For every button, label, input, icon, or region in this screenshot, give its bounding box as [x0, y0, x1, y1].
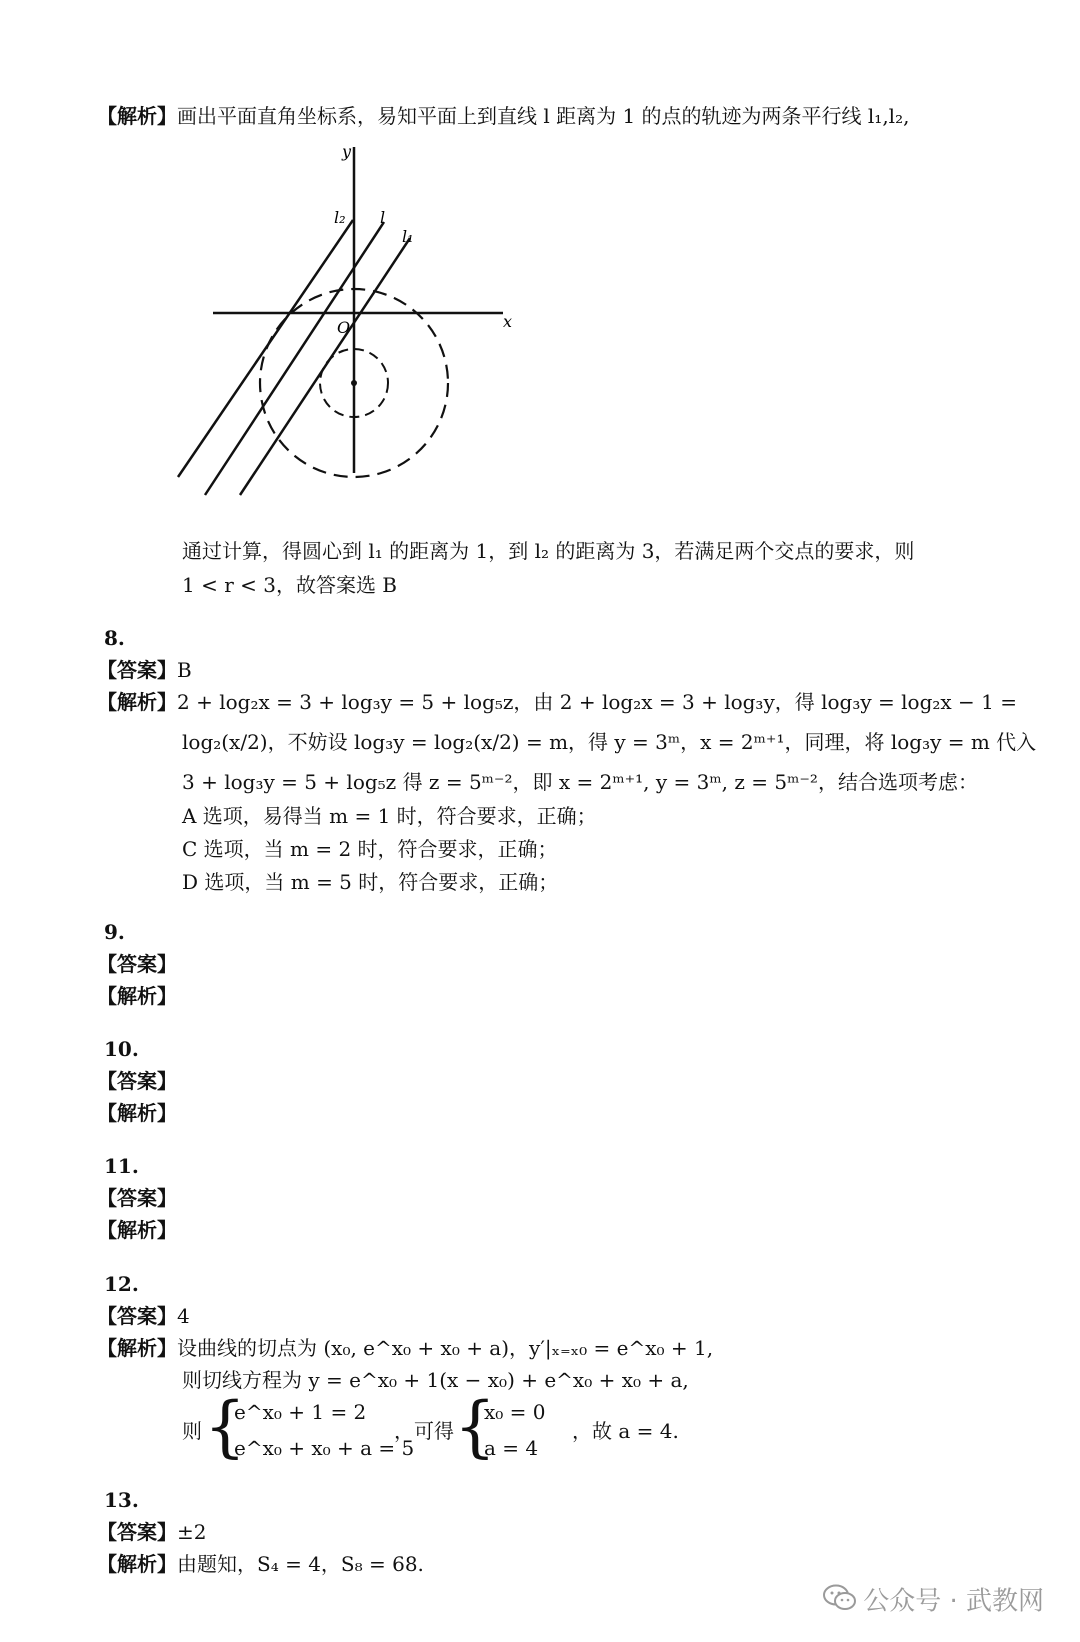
- left-brace: {: [204, 1388, 246, 1465]
- analysis-label: 【解析】: [97, 690, 177, 714]
- q12-sys2-eq2: a = 4: [484, 1436, 539, 1460]
- q8-option-d: D 选项，当 m = 5 时，符合要求，正确；: [182, 870, 559, 894]
- answer-label: 【答案】: [97, 1520, 177, 1544]
- q10-number: 10.: [104, 1037, 139, 1061]
- intro-text: 画出平面直角坐标系，易知平面上到直线 l 距离为 1 的点的轨迹为两条平行线 l₁,l₂,: [177, 104, 910, 128]
- x-axis-label: x: [503, 312, 513, 331]
- q8-analysis-line2: log₂(x/2)，不妨设 log₃y = log₂(x/2) = m，得 y = 3ᵐ，x = 2ᵐ⁺¹，同理，将 log₃y = m 代入: [182, 730, 1037, 754]
- q12-sys1-eq2: e^x₀ + x₀ + a = 5: [234, 1436, 415, 1460]
- coordinate-figure: [170, 145, 550, 505]
- l-label: l: [380, 208, 386, 227]
- q7-conclusion-line2: 1 < r < 3，故答案选 B: [182, 573, 398, 597]
- q13-answer: ±2: [177, 1520, 207, 1544]
- analysis-label: 【解析】: [97, 104, 177, 128]
- watermark-text: 公众号 · 武教网: [863, 1586, 1044, 1617]
- q9-analysis-label: 【解析】: [97, 984, 177, 1008]
- q8-option-c: C 选项，当 m = 2 时，符合要求，正确；: [182, 837, 558, 861]
- l2-label: l₂: [334, 208, 346, 227]
- q11-analysis-label: 【解析】: [97, 1218, 177, 1242]
- analysis-label: 【解析】: [97, 1336, 177, 1360]
- y-axis-label: y: [342, 145, 352, 161]
- q12-analysis-line2: 则切线方程为 y = e^x₀ + 1(x − x₀) + e^x₀ + x₀ + a,: [182, 1368, 689, 1392]
- q10-answer-label: 【答案】: [97, 1069, 177, 1093]
- q8-answer-line: [97, 654, 192, 686]
- q8-answer: B: [177, 658, 192, 682]
- q11-answer-label: 【答案】: [97, 1186, 177, 1210]
- q13-answer-line: [97, 1516, 206, 1548]
- watermark: [823, 1584, 1044, 1620]
- q9-answer-label: 【答案】: [97, 952, 177, 976]
- q8-option-a: A 选项，易得当 m = 1 时，符合要求，正确；: [182, 804, 597, 828]
- q12-conclusion: ，故 a = 4.: [572, 1419, 679, 1443]
- q7-conclusion-line1: 通过计算，得圆心到 l₁ 的距离为 1，到 l₂ 的距离为 3，若满足两个交点的要求，则: [182, 539, 915, 563]
- l1-label: l₁: [402, 227, 414, 246]
- q12-then: 则: [182, 1419, 202, 1443]
- left-brace: {: [454, 1388, 496, 1465]
- line-l2: [178, 220, 353, 477]
- q12-can-get: ，可得: [394, 1419, 454, 1443]
- q11-number: 11.: [104, 1154, 139, 1178]
- line-l: [205, 222, 384, 495]
- q12-answer-line: [97, 1300, 190, 1332]
- wechat-icon: [823, 1584, 857, 1620]
- q10-analysis-label: 【解析】: [97, 1101, 177, 1125]
- answer-label: 【答案】: [97, 658, 177, 682]
- q8-analysis-text: 2 + log₂x = 3 + log₃y = 5 + log₅z，由 2 + log₂x = 3 + log₃y，得 log₃y = log₂x − 1 =: [177, 690, 1017, 714]
- q13-analysis-line: [97, 1548, 424, 1580]
- q12-answer: 4: [177, 1304, 190, 1328]
- q8-number: 8.: [104, 626, 125, 650]
- answer-label: 【答案】: [97, 1304, 177, 1328]
- analysis-label: 【解析】: [97, 1552, 177, 1576]
- intro-line: [97, 100, 909, 132]
- q12-sys1-eq1: e^x₀ + 1 = 2: [234, 1400, 367, 1424]
- q8-analysis-line3: 3 + log₃y = 5 + log₅z 得 z = 5ᵐ⁻²，即 x = 2ᵐ⁺¹, y = 3ᵐ, z = 5ᵐ⁻²，结合选项考虑：: [182, 770, 978, 794]
- q13-analysis-text: 由题知，S₄ = 4，S₈ = 68.: [177, 1552, 424, 1576]
- q12-number: 12.: [104, 1272, 139, 1296]
- q12-analysis-text: 设曲线的切点为 (x₀, e^x₀ + x₀ + a)，y′|ₓ₌ₓ₀ = e^x₀ + 1,: [177, 1336, 714, 1360]
- q9-number: 9.: [104, 920, 125, 944]
- q12-sys2-eq1: x₀ = 0: [484, 1400, 546, 1424]
- q13-number: 13.: [104, 1488, 139, 1512]
- q8-analysis-line1: [97, 686, 1017, 718]
- q12-analysis-line1: [97, 1332, 713, 1364]
- origin-label: O: [337, 318, 351, 337]
- circle-center-dot: [351, 380, 357, 386]
